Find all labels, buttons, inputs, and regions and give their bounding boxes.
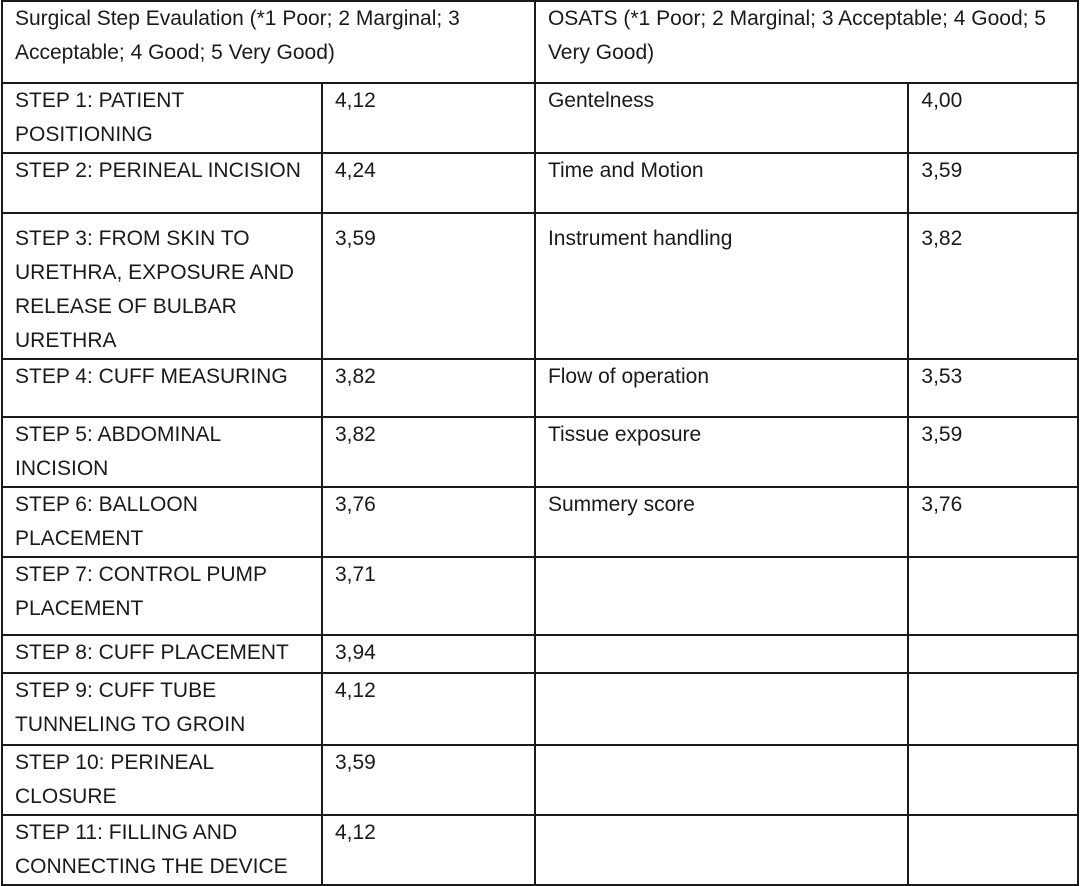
- surgical-step-header: Surgical Step Evaulation (*1 Poor; 2 Marginal; 3 Acceptable; 4 Good; 5 Very Good): [2, 1, 535, 83]
- step-score: 3,59: [322, 745, 535, 815]
- osats-score: [908, 635, 1078, 673]
- step-name: STEP 9: CUFF TUBE TUNNELING TO GROIN: [2, 673, 322, 745]
- table-row: [2, 417, 1078, 487]
- table-header-row: [2, 1, 1078, 83]
- table-row: [2, 359, 1078, 417]
- step-name: STEP 6: BALLOON PLACEMENT: [2, 487, 322, 557]
- osats-score: 3,82: [908, 213, 1078, 359]
- osats-score: [908, 745, 1078, 815]
- osats-score: 3,53: [908, 359, 1078, 417]
- osats-score: [908, 557, 1078, 635]
- step-score: 3,59: [322, 213, 535, 359]
- step-score: 4,12: [322, 673, 535, 745]
- table-row: [2, 635, 1078, 673]
- osats-criterion: [535, 745, 908, 815]
- step-name: STEP 4: CUFF MEASURING: [2, 359, 322, 417]
- osats-criterion: Gentelness: [535, 83, 908, 153]
- step-score: 3,94: [322, 635, 535, 673]
- osats-score: [908, 673, 1078, 745]
- osats-header: OSATS (*1 Poor; 2 Marginal; 3 Acceptable; 4 Good; 5 Very Good): [535, 1, 1078, 83]
- table-row: [2, 487, 1078, 557]
- table-row: [2, 557, 1078, 635]
- step-score: 3,82: [322, 417, 535, 487]
- step-score: 4,12: [322, 815, 535, 885]
- osats-criterion: [535, 815, 908, 885]
- step-name: STEP 8: CUFF PLACEMENT: [2, 635, 322, 673]
- table-row: [2, 153, 1078, 213]
- osats-score: 3,76: [908, 487, 1078, 557]
- step-name: STEP 3: FROM SKIN TO URETHRA, EXPOSURE AND RELEASE OF BULBAR URETHRA: [2, 213, 322, 359]
- osats-criterion: Instrument handling: [535, 213, 908, 359]
- step-name: STEP 11: FILLING AND CONNECTING THE DEVICE: [2, 815, 322, 885]
- osats-criterion: Tissue exposure: [535, 417, 908, 487]
- table-row: [2, 673, 1078, 745]
- step-score: 3,82: [322, 359, 535, 417]
- step-score: 3,71: [322, 557, 535, 635]
- step-name: STEP 1: PATIENT POSITIONING: [2, 83, 322, 153]
- step-score: 4,12: [322, 83, 535, 153]
- osats-score: [908, 815, 1078, 885]
- osats-criterion: [535, 635, 908, 673]
- step-score: 3,76: [322, 487, 535, 557]
- step-score: 4,24: [322, 153, 535, 213]
- osats-score: 3,59: [908, 417, 1078, 487]
- step-name: STEP 7: CONTROL PUMP PLACEMENT: [2, 557, 322, 635]
- table-row: [2, 213, 1078, 359]
- table-row: [2, 815, 1078, 885]
- osats-score: 4,00: [908, 83, 1078, 153]
- table-row: [2, 745, 1078, 815]
- step-name: STEP 2: PERINEAL INCISION: [2, 153, 322, 213]
- osats-score: 3,59: [908, 153, 1078, 213]
- osats-criterion: Flow of operation: [535, 359, 908, 417]
- table-row: [2, 83, 1078, 153]
- osats-criterion: [535, 557, 908, 635]
- step-name: STEP 10: PERINEAL CLOSURE: [2, 745, 322, 815]
- step-name: STEP 5: ABDOMINAL INCISION: [2, 417, 322, 487]
- osats-criterion: Summery score: [535, 487, 908, 557]
- evaluation-table: [1, 0, 1079, 886]
- osats-criterion: [535, 673, 908, 745]
- osats-criterion: Time and Motion: [535, 153, 908, 213]
